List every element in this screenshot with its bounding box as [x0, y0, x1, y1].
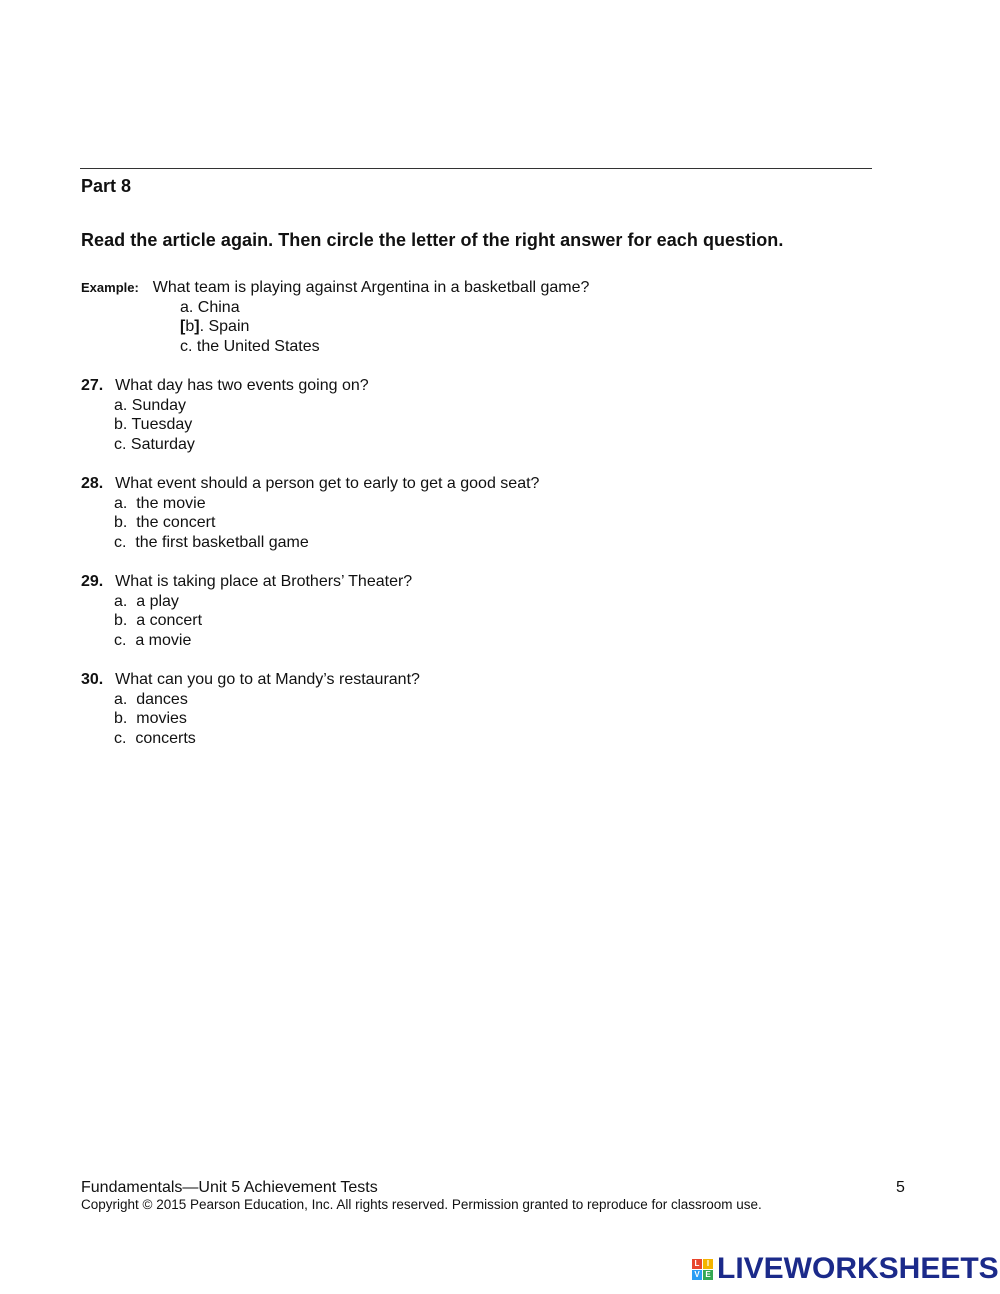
page-number: 5 — [896, 1179, 905, 1196]
question-text: What event should a person get to early to get a good seat? — [115, 475, 540, 492]
header-divider — [80, 168, 872, 169]
question-text: What can you go to at Mandy’s restaurant? — [115, 671, 420, 688]
question-29 — [81, 572, 412, 592]
instructions: Read the article again. Then circle the letter of the right answer for each question. — [81, 230, 784, 250]
copyright-notice: Copyright © 2015 Pearson Education, Inc. All rights reserved. Permission granted to reproduce for classroom use. — [81, 1197, 762, 1212]
footer-title: Fundamentals—Unit 5 Achievement Tests — [81, 1179, 378, 1196]
answer-option[interactable]: b. movies — [114, 710, 187, 727]
example-question-line — [81, 278, 589, 298]
example-option-a: a. China — [180, 299, 240, 316]
question-number: 29. — [81, 573, 104, 590]
question-text: What is taking place at Brothers’ Theater? — [115, 573, 413, 590]
answer-option[interactable]: c. a movie — [114, 632, 192, 649]
answer-option[interactable]: a. a play — [114, 593, 179, 610]
answer-option[interactable]: a. dances — [114, 691, 188, 708]
answer-option[interactable]: b. the concert — [114, 514, 216, 531]
question-30 — [81, 670, 420, 690]
question-text: What day has two events going on? — [115, 377, 369, 394]
example-option-c: c. the United States — [180, 338, 320, 355]
part-title: Part 8 — [81, 176, 132, 196]
logo-mark-icon: L I V E — [692, 1259, 713, 1280]
answer-option[interactable]: c. concerts — [114, 730, 196, 747]
answer-option[interactable]: a. the movie — [114, 495, 206, 512]
question-28 — [81, 474, 539, 494]
answer-option[interactable]: c. Saturday — [114, 436, 195, 453]
answer-option[interactable]: b. a concert — [114, 612, 203, 629]
example-label: Example: — [81, 280, 139, 295]
logo-text: LIVEWORKSHEETS — [717, 1252, 999, 1285]
liveworksheets-logo — [692, 1254, 999, 1284]
question-number: 30. — [81, 671, 104, 688]
example-option-b: [b]. Spain — [180, 318, 250, 335]
question-27 — [81, 376, 369, 396]
answer-option[interactable]: c. the first basketball game — [114, 534, 309, 551]
question-number: 28. — [81, 475, 104, 492]
question-number: 27. — [81, 377, 104, 394]
example-question: What team is playing against Argentina in a basketball game? — [152, 279, 590, 296]
answer-option[interactable]: b. Tuesday — [114, 416, 193, 433]
answer-option[interactable]: a. Sunday — [114, 397, 187, 414]
